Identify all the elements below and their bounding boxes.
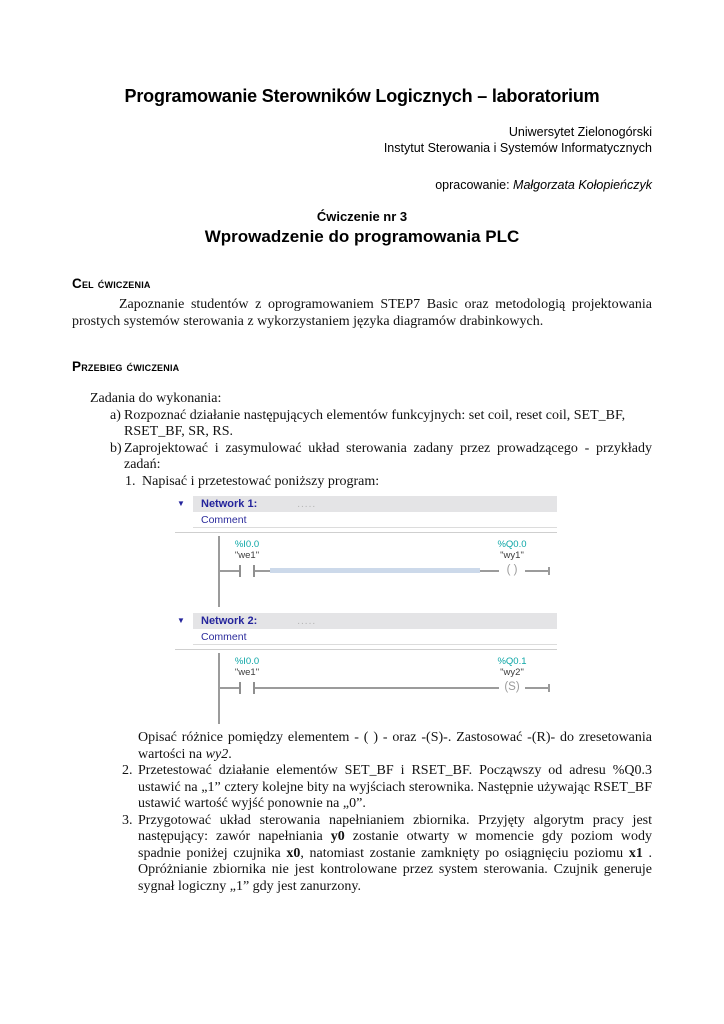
coil-tag-name: "wy1": [500, 550, 524, 561]
network-2-title-dots: .....: [297, 615, 317, 627]
collapse-triangle-icon: ▼: [177, 499, 185, 508]
coil-address: %Q0.0: [497, 539, 527, 550]
contact-symbol: [239, 565, 255, 577]
collapse-triangle-icon: ▼: [177, 616, 185, 625]
contact-tag-name: "we1": [234, 667, 260, 678]
task-item-a-text: Rozpoznać działanie następujących elementów funkcyjnych: set coil, reset coil, SET_BF, RSET_BF, SR, RS.: [124, 407, 626, 439]
author-name: Małgorzata Kołopieńczyk: [513, 178, 652, 192]
task-item-a-marker: a): [110, 407, 121, 423]
task-item-1-text: Napisać i przetestować poniższy program:: [142, 473, 380, 489]
task-item-1-marker: 1.: [125, 473, 136, 489]
network-2-comment: Comment: [201, 631, 247, 643]
organization-block: [72, 124, 652, 156]
network-1-rung: [175, 533, 557, 611]
tasks-intro: Zadania do wykonania:: [90, 391, 222, 406]
task-item-1: [72, 474, 652, 491]
network-2-title-bar: [193, 613, 557, 629]
task-item-b-text: Zaprojektować i zasymulować układ sterowania zadany przez prowadzącego - przykłady zadań:: [124, 440, 652, 472]
task-item-2-marker: 2.: [122, 763, 133, 778]
goal-paragraph: Zapoznanie studentów z oprogramowaniem STEP7 Basic oraz metodologią projektowania prostych systemów sterowania z wykorzystaniem języka diagramów drabinkowych.: [72, 297, 652, 329]
exercise-number: Ćwiczenie nr 3: [316, 209, 408, 224]
prepared-by-label: opracowanie:: [435, 178, 514, 192]
network-1-comment: Comment: [201, 514, 247, 526]
network-2-title-row: [175, 613, 557, 630]
section-heading-goal: Cel ćwiczenia: [72, 276, 151, 291]
exercise-header: [72, 209, 652, 247]
contact-label: [212, 539, 282, 561]
exercise-title: Wprowadzenie do programowania PLC: [204, 227, 520, 246]
task-item-2: [72, 763, 652, 813]
network-block-2: [175, 613, 557, 728]
coil-symbol: ( ): [499, 563, 525, 578]
prepared-by-line: [72, 178, 652, 192]
contact-symbol: [239, 682, 255, 694]
network-1-comment-row: [193, 513, 557, 528]
institute-name: Instytut Sterowania i Systemów Informatycznych: [383, 141, 652, 155]
university-name: Uniwersytet Zielonogórski: [508, 125, 652, 139]
task-item-3: [72, 813, 652, 896]
coil-label: [477, 656, 547, 678]
note-paragraph: Opisać różnice pomiędzy elementem - ( ) - oraz -(S)-. Zastosować -(R)- do zresetowania wartości na wy2.: [138, 730, 652, 762]
task-item-b-marker: b): [110, 440, 122, 456]
coil-label: [477, 539, 547, 561]
task-item-a: [72, 408, 652, 441]
rung-end-tick: [548, 684, 550, 692]
network-1-title: Network 1:: [201, 498, 258, 510]
task-item-2-text: Przetestować działanie elementów SET_BF i RSET_BF. Począwszy od adresu %Q0.3 ustawić na „1” cztery kolejne bity na wyjściach sterownika. Następnie używając RSET_BF ustawić wartość wyjść ponownie na „0”.: [138, 763, 652, 811]
contact-label: [212, 656, 282, 678]
coil-address: %Q0.1: [497, 656, 527, 667]
contact-tag-name: "we1": [234, 550, 260, 561]
contact-address: %I0.0: [234, 539, 260, 550]
network-2-title: Network 2:: [201, 615, 258, 627]
set-coil-symbol: (S): [499, 680, 525, 695]
network-2-rung: [175, 650, 557, 728]
task-item-b: [72, 441, 652, 474]
ladder-screenshot: [175, 496, 557, 728]
network-1-title-dots: .....: [297, 498, 317, 510]
network-1-title-row: [175, 496, 557, 513]
task-item-3-text: Przygotować układ sterowania napełnianiem zbiornika. Przyjęty algorytm pracy jest następujący: zawór napełniania y0 zostanie otwarty w momencie gdy poziom wody spadnie poniżej czujnika x0, natomiast zostanie zamknięty po osiągnięciu poziomu x1 . Opróżnianie zbiornika nie jest kontrolowane przez system sterowania. Czujnik generuje sygnał logiczny „1” gdy jest zanurzony.: [138, 812, 652, 894]
section-heading-procedure: Przebieg ćwiczenia: [72, 359, 180, 374]
coil-tag-name: "wy2": [500, 667, 524, 678]
rung-end-tick: [548, 567, 550, 575]
network-2-comment-row: [193, 630, 557, 645]
contact-address: %I0.0: [234, 656, 260, 667]
task-item-3-marker: 3.: [122, 812, 133, 828]
page-title: Programowanie Sterowników Logicznych – laboratorium: [124, 86, 600, 106]
network-1-title-bar: [193, 496, 557, 512]
selected-wire-highlight: [270, 568, 480, 573]
network-block-1: [175, 496, 557, 611]
